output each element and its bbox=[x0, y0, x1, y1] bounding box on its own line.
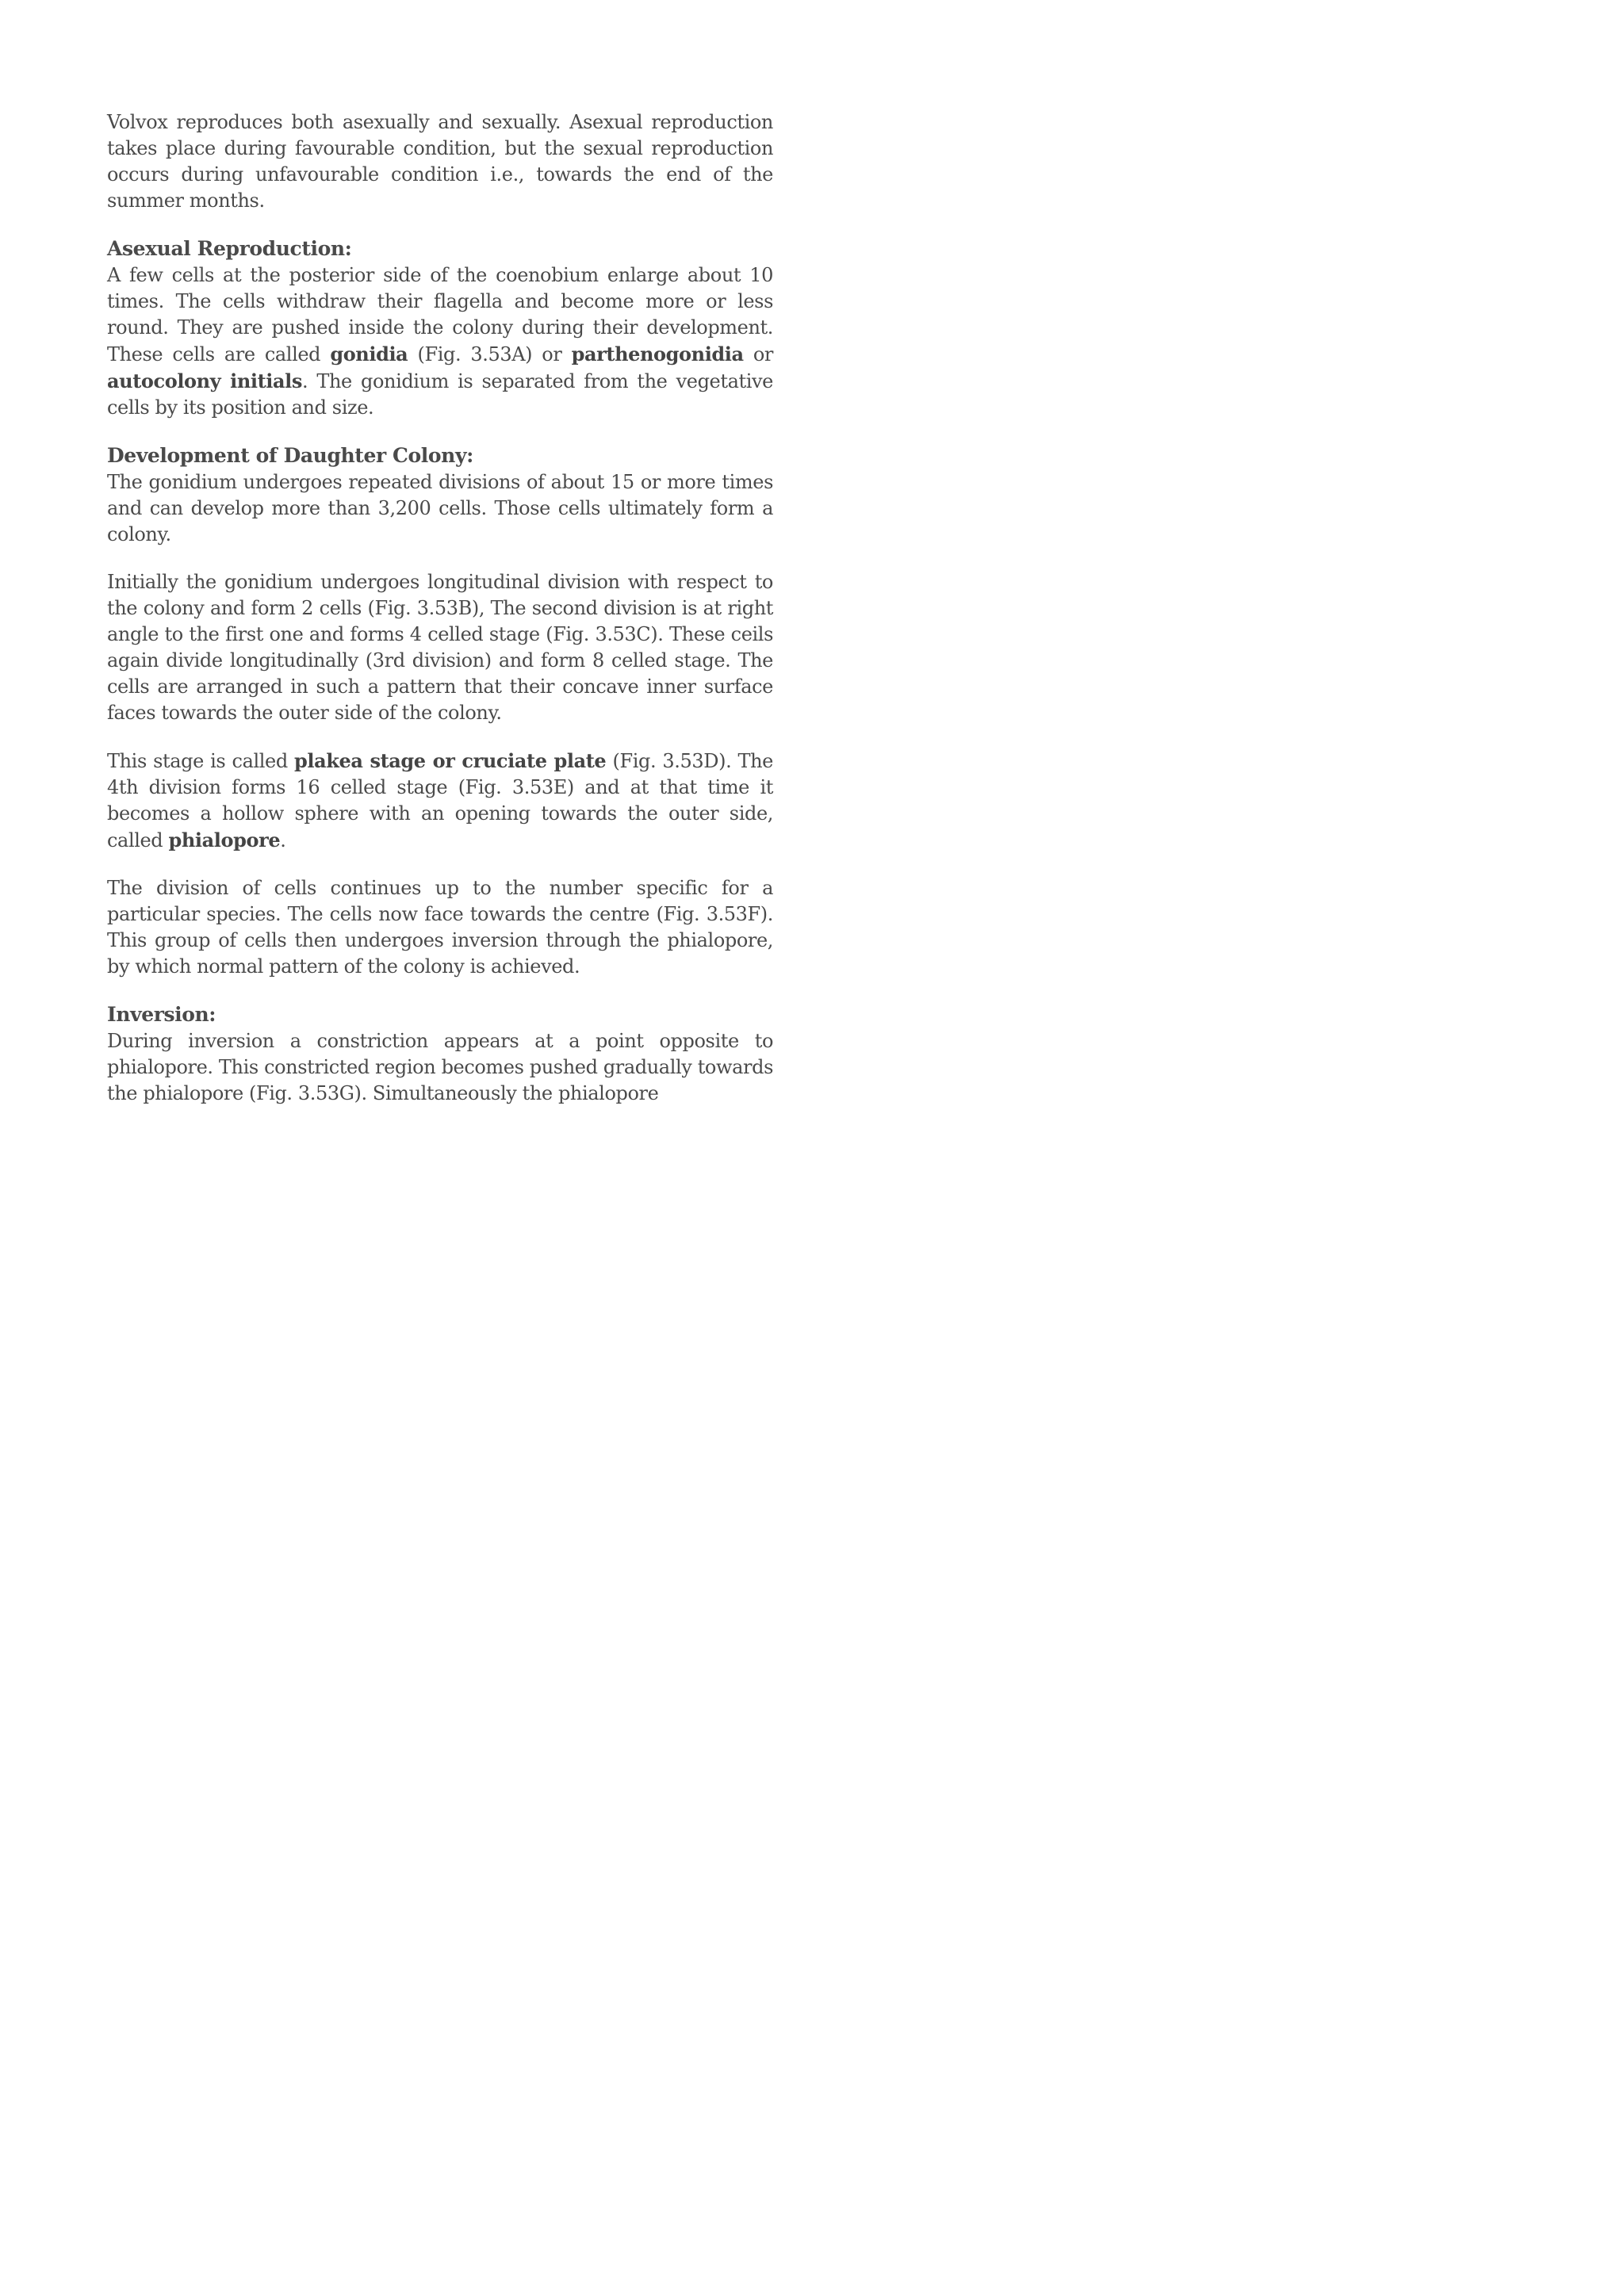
daughter-colony-section bbox=[107, 442, 773, 548]
asexual-reproduction-section bbox=[107, 235, 773, 421]
document-page bbox=[107, 109, 773, 1128]
inversion-paragraph: During inversion a constriction appears at a point opposite to phialopore. This constricted region becomes pushed gradually towards the phialopore (Fig. 3.53G). Simultaneously the phialopore bbox=[107, 1030, 773, 1104]
inversion-heading: Inversion: bbox=[107, 1003, 216, 1026]
daughter-colony-paragraph-3 bbox=[107, 748, 773, 854]
text-run: This stage is called bbox=[107, 750, 295, 772]
term-autocolony-initials: autocolony initials bbox=[107, 369, 302, 392]
text-run: . bbox=[280, 829, 286, 851]
daughter-colony-paragraph-2: Initially the gonidium undergoes longitudinal division with respect to the colony and form 2 cells (Fig. 3.53B), The second division is at right angle to the first one and forms 4 celled stage (Fig. 3.53C). These ceils again divide longitudinally (3rd division) and form 8 celled stage. The cells are arranged in such a pattern that their concave inner surface faces towards the outer side of the colony. bbox=[107, 571, 773, 724]
text-run: . The gonidium is separated from the vegetative cells by its position and size. bbox=[107, 370, 773, 419]
asexual-reproduction-heading: Asexual Reproduction: bbox=[107, 237, 352, 260]
text-run: A few cells at the posterior side of the coenobium enlarge about 10 times. The cells withdraw their flagella and become more or less round. They are pushed inside the colony during their development. These cells are called bbox=[107, 264, 773, 365]
term-plakea-stage: plakea stage or cruciate plate bbox=[294, 749, 607, 772]
text-run: (Fig. 3.53D). The 4th division forms 16 celled stage (Fig. 3.53E) and at that time it becomes a hollow sphere with an opening towards the outer side, called bbox=[107, 750, 773, 851]
asexual-reproduction-paragraph bbox=[107, 262, 773, 421]
term-phialopore: phialopore bbox=[168, 828, 281, 851]
text-run: or bbox=[743, 343, 773, 365]
daughter-colony-heading: Development of Daughter Colony: bbox=[107, 444, 473, 467]
text-run: (Fig. 3.53A) or bbox=[408, 343, 572, 365]
term-parthenogonidia: parthenogonidia bbox=[571, 342, 744, 365]
inversion-section bbox=[107, 1001, 773, 1107]
term-gonidia: gonidia bbox=[330, 342, 408, 365]
intro-paragraph: Volvox reproduces both asexually and sexually. Asexual reproduction takes place during favourable condition, but the sexual reproduction occurs during unfavourable condition i.e., towards the end of the summer months. bbox=[107, 111, 773, 212]
daughter-colony-paragraph-4: The division of cells continues up to the number specific for a particular species. The cells now face towards the centre (Fig. 3.53F). This group of cells then undergoes inversion through the phialopore, by which normal pattern of the colony is achieved. bbox=[107, 877, 773, 978]
daughter-colony-paragraph-1: The gonidium undergoes repeated divisions of about 15 or more times and can develop more than 3,200 cells. Those cells ultimately form a colony. bbox=[107, 471, 773, 545]
